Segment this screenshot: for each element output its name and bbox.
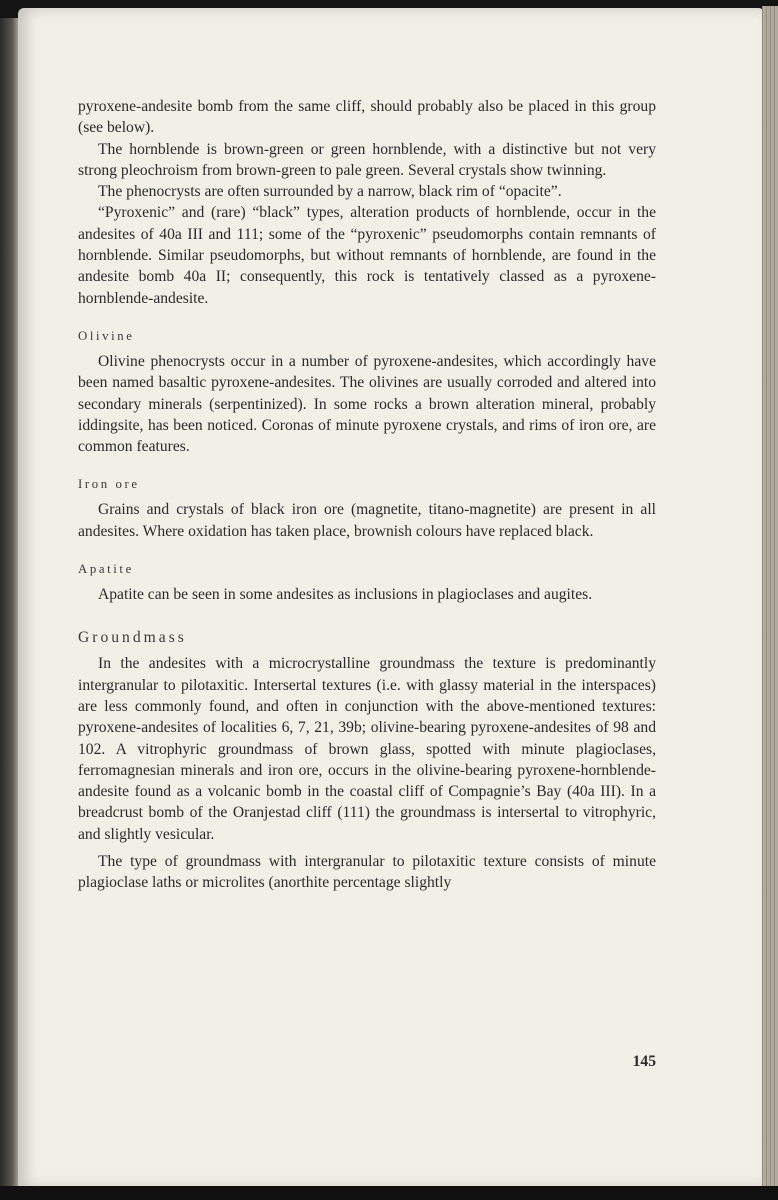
section-heading-groundmass: Groundmass — [78, 629, 187, 647]
paragraph-opacite-rim: The phenocrysts are often surrounded by a narrow, black rim of “opacite”. — [98, 183, 562, 201]
section-heading-apatite: Apatite — [78, 562, 134, 577]
paragraph-pseudomorphs: “Pyroxenic” and (rare) “black” types, alteration products of hornblende, occur in the andesites of 40a III and 111; some of the “pyroxenic” pseudomorphs contain remnants of hornblende. Similar pseudomorphs, but without remnants of hornblende, are found in the andesite bomb 40a II; consequently, this rock is tentatively classed as a pyroxene-hornblende-andesite. — [78, 204, 656, 307]
page-number: 145 — [632, 1053, 656, 1070]
paragraph-hornblende-colour: The hornblende is brown-green or green hornblende, with a distinctive but not very strong pleochroism from brown-green to pale green. Several crystals show twinning. — [78, 140, 656, 179]
paragraph-olivine: Olivine phenocrysts occur in a number of pyroxene-andesites, which accordingly have been named basaltic pyroxene-andesites. The olivines are usually corroded and altered into secondary minerals (serpentinized). In some rocks a brown alteration mineral, probably iddingsite, has been noticed. Coronas of minute pyroxene crystals, and rims of iron ore, are common features. — [78, 352, 656, 456]
paragraph-continued: pyroxene-andesite bomb from the same cliff, should probably also be placed in this group (see below). — [78, 98, 656, 137]
scan-bottom-border — [0, 1186, 778, 1200]
section-heading-iron-ore: Iron ore — [78, 477, 140, 492]
page-body-text — [78, 96, 656, 894]
page-edges — [762, 6, 778, 1196]
paragraph-iron-ore: Grains and crystals of black iron ore (magnetite, titano-magnetite) are present in all andesites. Where oxidation has taken place, brownish colours have replaced black. — [78, 501, 656, 540]
paragraph-apatite: Apatite can be seen in some andesites as inclusions in plagioclases and augites. — [98, 586, 593, 604]
paragraph-groundmass-texture: In the andesites with a microcrystalline groundmass the texture is predominantly intergranular to pilotaxitic. Intersertal textures (i.e. with glassy material in the interspaces) are less commonly found, and often in conjunction with the above-mentioned textures: pyroxene-andesites of localities 6, 7, 21, 39b; olivine-bearing pyroxene-andesites of 98 and 102. A vitrophyric groundmass of brown glass, spotted with minute plagioclases, ferromagnesian minerals and iron ore, occurs in the olivine-bearing pyroxene-hornblende-andesite found as a volcanic bomb in the coastal cliff of Compagnie’s Bay (40a III). In a breadcrust bomb of the Oranjestad cliff (111) the groundmass is intersertal to vitrophyric, and slightly vesicular. — [78, 655, 656, 843]
section-heading-olivine: Olivine — [78, 328, 135, 343]
paragraph-groundmass-type: The type of groundmass with intergranular to pilotaxitic texture consists of minute plagioclase laths or microlites (anorthite percentage slightly — [78, 853, 656, 892]
